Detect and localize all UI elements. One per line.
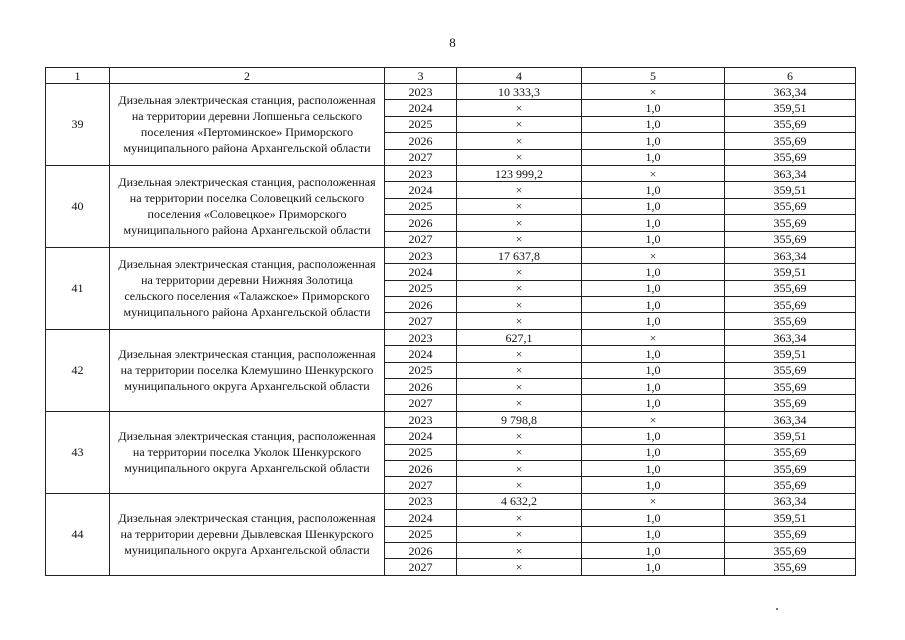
year-cell: 2024 [385,428,457,444]
station-name-cell: Дизельная электрическая станция, расположенная на территории поселка Уколок Шенкурского муниципального округа Архангельской области [110,411,385,493]
year-cell: 2025 [385,198,457,214]
value-cell-col5: 1,0 [582,362,725,378]
value-cell-col6: 359,51 [725,264,856,280]
value-cell-col4: 17 637,8 [457,247,582,263]
column-header: 5 [582,68,725,84]
tariff-table-body [46,68,856,576]
value-cell-col6: 355,69 [725,526,856,542]
value-cell-col6: 355,69 [725,559,856,575]
value-cell-col6: 355,69 [725,116,856,132]
value-cell-col6: 355,69 [725,297,856,313]
value-cell-col6: 355,69 [725,362,856,378]
value-cell-col5: × [582,247,725,263]
value-cell-col5: 1,0 [582,116,725,132]
value-cell-col6: 355,69 [725,215,856,231]
year-cell: 2025 [385,116,457,132]
value-cell-col4: × [457,346,582,362]
year-cell: 2026 [385,542,457,558]
year-cell: 2026 [385,133,457,149]
table-row [46,247,856,263]
value-cell-col5: 1,0 [582,379,725,395]
value-cell-col4: × [457,116,582,132]
value-cell-col5: 1,0 [582,182,725,198]
value-cell-col5: 1,0 [582,542,725,558]
value-cell-col6: 359,51 [725,182,856,198]
table-row [46,493,856,509]
year-cell: 2026 [385,379,457,395]
year-cell: 2023 [385,493,457,509]
year-cell: 2023 [385,84,457,100]
value-cell-col6: 363,34 [725,411,856,427]
value-cell-col5: 1,0 [582,313,725,329]
value-cell-col5: × [582,165,725,181]
value-cell-col5: 1,0 [582,395,725,411]
value-cell-col6: 355,69 [725,460,856,476]
value-cell-col5: × [582,411,725,427]
value-cell-col5: × [582,84,725,100]
value-cell-col4: × [457,297,582,313]
value-cell-col5: 1,0 [582,559,725,575]
value-cell-col5: × [582,329,725,345]
value-cell-col4: × [457,362,582,378]
value-cell-col5: × [582,493,725,509]
value-cell-col4: × [457,280,582,296]
year-cell: 2026 [385,460,457,476]
value-cell-col5: 1,0 [582,280,725,296]
value-cell-col5: 1,0 [582,149,725,165]
value-cell-col4: × [457,182,582,198]
value-cell-col5: 1,0 [582,198,725,214]
table-row [46,411,856,427]
value-cell-col6: 359,51 [725,346,856,362]
value-cell-col6: 363,34 [725,329,856,345]
value-cell-col5: 1,0 [582,231,725,247]
year-cell: 2027 [385,313,457,329]
value-cell-col4: × [457,395,582,411]
station-name-cell: Дизельная электрическая станция, расположенная на территории поселка Клемушино Шенкурского муниципального округа Архангельской области [110,329,385,411]
value-cell-col5: 1,0 [582,428,725,444]
row-number-cell: 43 [46,411,110,493]
value-cell-col4: 9 798,8 [457,411,582,427]
table-row [46,329,856,345]
column-header: 4 [457,68,582,84]
tariff-table [45,67,856,576]
value-cell-col6: 355,69 [725,542,856,558]
year-cell: 2027 [385,395,457,411]
value-cell-col4: × [457,460,582,476]
value-cell-col6: 355,69 [725,313,856,329]
row-number-cell: 39 [46,84,110,166]
value-cell-col4: 10 333,3 [457,84,582,100]
row-number-cell: 41 [46,247,110,329]
value-cell-col6: 359,51 [725,428,856,444]
year-cell: 2024 [385,182,457,198]
year-cell: 2025 [385,526,457,542]
value-cell-col4: × [457,149,582,165]
row-number-cell: 40 [46,165,110,247]
value-cell-col4: × [457,198,582,214]
scan-speck [776,608,778,610]
year-cell: 2027 [385,559,457,575]
column-header: 3 [385,68,457,84]
value-cell-col5: 1,0 [582,510,725,526]
value-cell-col6: 355,69 [725,379,856,395]
value-cell-col6: 363,34 [725,84,856,100]
year-cell: 2026 [385,297,457,313]
value-cell-col4: 4 632,2 [457,493,582,509]
value-cell-col4: × [457,444,582,460]
year-cell: 2025 [385,280,457,296]
value-cell-col5: 1,0 [582,346,725,362]
year-cell: 2024 [385,510,457,526]
value-cell-col4: × [457,231,582,247]
table-row [46,165,856,181]
value-cell-col5: 1,0 [582,444,725,460]
station-name-cell: Дизельная электрическая станция, расположенная на территории деревни Лопшеньга сельского поселения «Пертоминское» Приморского муниципального района Архангельской области [110,84,385,166]
value-cell-col6: 355,69 [725,444,856,460]
column-number-row [46,68,856,84]
value-cell-col5: 1,0 [582,477,725,493]
value-cell-col4: × [457,477,582,493]
value-cell-col6: 363,34 [725,493,856,509]
value-cell-col4: × [457,510,582,526]
year-cell: 2024 [385,264,457,280]
value-cell-col5: 1,0 [582,215,725,231]
value-cell-col6: 363,34 [725,247,856,263]
year-cell: 2024 [385,346,457,362]
value-cell-col4: × [457,133,582,149]
value-cell-col6: 355,69 [725,395,856,411]
year-cell: 2023 [385,411,457,427]
value-cell-col4: 123 999,2 [457,165,582,181]
value-cell-col5: 1,0 [582,460,725,476]
value-cell-col6: 355,69 [725,231,856,247]
row-number-cell: 42 [46,329,110,411]
year-cell: 2025 [385,444,457,460]
station-name-cell: Дизельная электрическая станция, расположенная на территории деревни Дывлевская Шенкурского муниципального округа Архангельской области [110,493,385,575]
year-cell: 2023 [385,247,457,263]
value-cell-col5: 1,0 [582,297,725,313]
value-cell-col4: 627,1 [457,329,582,345]
station-name-cell: Дизельная электрическая станция, расположенная на территории деревни Нижняя Золотица сельского поселения «Талажское» Приморского муниципального района Архангельской области [110,247,385,329]
year-cell: 2026 [385,215,457,231]
year-cell: 2027 [385,477,457,493]
value-cell-col4: × [457,264,582,280]
row-number-cell: 44 [46,493,110,575]
table-row [46,84,856,100]
value-cell-col6: 355,69 [725,280,856,296]
value-cell-col6: 355,69 [725,477,856,493]
page-number: 8 [449,35,456,50]
value-cell-col6: 355,69 [725,149,856,165]
column-header: 2 [110,68,385,84]
year-cell: 2023 [385,165,457,181]
year-cell: 2023 [385,329,457,345]
value-cell-col6: 355,69 [725,198,856,214]
value-cell-col6: 355,69 [725,133,856,149]
value-cell-col6: 359,51 [725,510,856,526]
value-cell-col4: × [457,526,582,542]
value-cell-col5: 1,0 [582,133,725,149]
value-cell-col5: 1,0 [582,526,725,542]
value-cell-col4: × [457,559,582,575]
value-cell-col6: 363,34 [725,165,856,181]
year-cell: 2024 [385,100,457,116]
value-cell-col5: 1,0 [582,264,725,280]
value-cell-col4: × [457,100,582,116]
value-cell-col4: × [457,428,582,444]
value-cell-col4: × [457,542,582,558]
year-cell: 2025 [385,362,457,378]
value-cell-col6: 359,51 [725,100,856,116]
column-header: 1 [46,68,110,84]
year-cell: 2027 [385,231,457,247]
year-cell: 2027 [385,149,457,165]
column-header: 6 [725,68,856,84]
value-cell-col5: 1,0 [582,100,725,116]
value-cell-col4: × [457,379,582,395]
value-cell-col4: × [457,313,582,329]
station-name-cell: Дизельная электрическая станция, расположенная на территории поселка Соловецкий сельского поселения «Соловецкое» Приморского муниципального района Архангельской области [110,165,385,247]
value-cell-col4: × [457,215,582,231]
